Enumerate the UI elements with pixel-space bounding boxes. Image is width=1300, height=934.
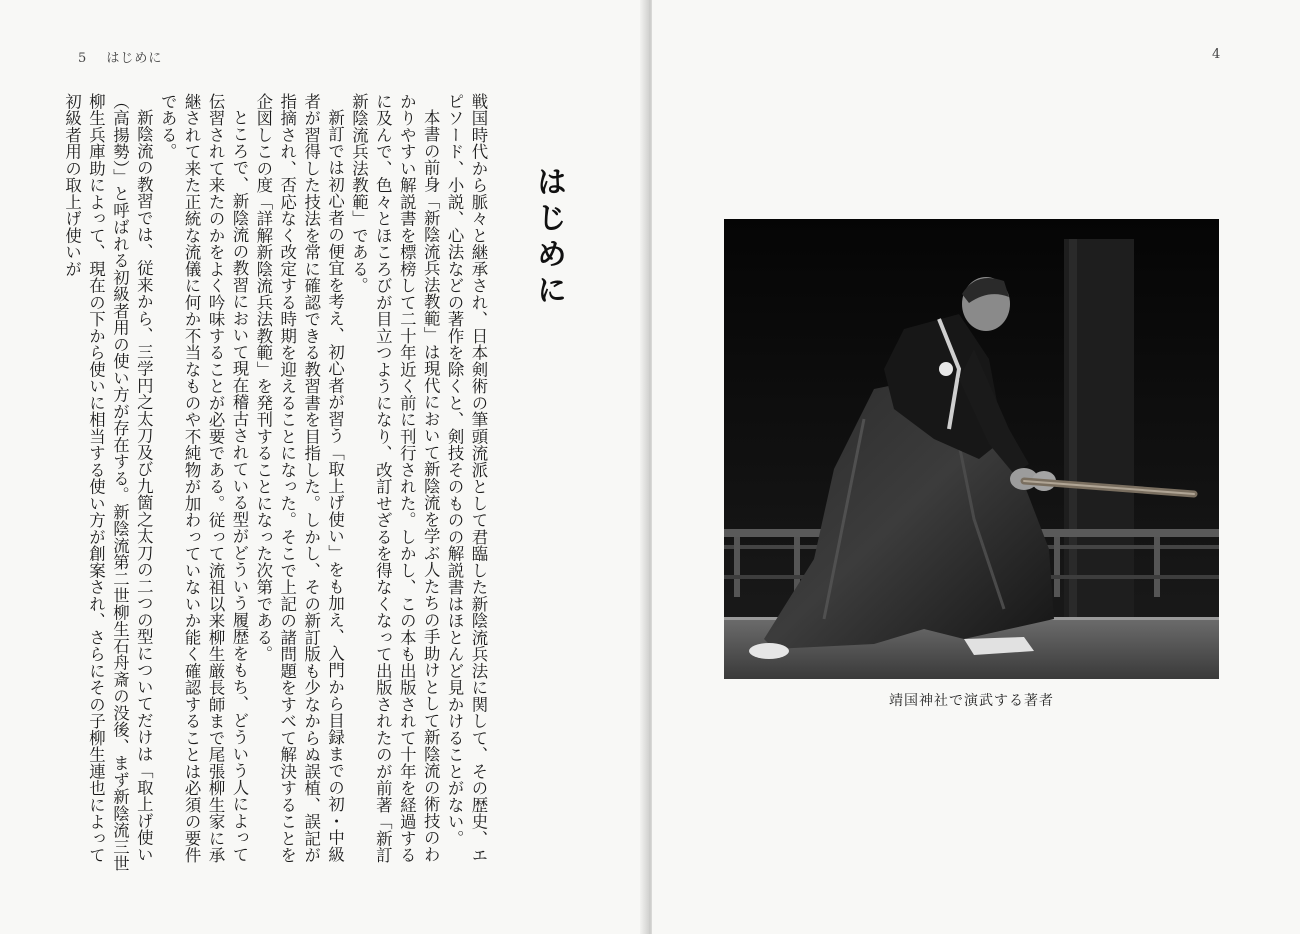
page-number-left: 5 bbox=[78, 51, 88, 66]
chapter-title: はじめに bbox=[531, 166, 566, 310]
right-page bbox=[652, 0, 1300, 934]
page-number-right: 4 bbox=[1212, 47, 1221, 62]
paragraph: 新陰流の教習では、従来から、三学円之太刀及び九箇之太刀の二つの型についてだけは「取上げ使い（高揚勢）」と呼ばれる初級者用の使い方が存在する。新陰流第二世柳生石舟斎の没後、まず新陰流三世柳生兵庫助によって、現在の下から使いに相当する使い方が創案され、さらにその子柳生連也によって初級者用の取上げ使いが bbox=[62, 93, 154, 873]
body-text bbox=[62, 93, 490, 873]
paragraph: 新訂では初心者の便宜を考え、初心者が習う「取上げ使い」をも加え、入門から目録までの初・中級者が習得した技法を常に確認できる教習書を目指した。しかし、その新訂版も少なからぬ誤植、誤記が指摘され、否応なく改定する時期を迎えることになった。そこで上記の諸問題をすべて解決することを企図しこの度「詳解新陰流兵法教範」を発刊することになった次第である。 bbox=[253, 93, 345, 864]
paragraph: ところで、新陰流の教習において現在稽古されている型がどういう履歴をもち、どういう人によって伝習されて来たのかをよく吟味することが必要である。従って流祖以来柳生厳長師まで尾張柳生家に承継されて来た正統な流儀に何か不当なものや不純物が加わっていないか能く確認することは必須の要件である。 bbox=[158, 93, 249, 864]
paragraph: 戦国時代から脈々と継承され、日本剣術の筆頭流派として君臨した新陰流兵法に関して、その歴史、エピソード、小説、心法などの著作を除くと、剣技そのものの解説書はほとんど見かけることがない。 bbox=[445, 93, 488, 864]
running-header-left bbox=[78, 47, 162, 66]
running-head: はじめに bbox=[106, 51, 163, 66]
author-demonstration-photo bbox=[724, 219, 1219, 679]
paragraph: 本書の前身「新陰流兵法教範」は現代において新陰流を学ぶ人たちの手助けとして新陰流の術技のわかりやすい解説書を標榜して二十年近く前に刊行された。しかし、この本も出版されて十年を経過するに及んで、色々とほころびが目立つようになり、改訂せざるを得なくなって出版されたのが前著「新訂新陰流兵法教範」である。 bbox=[349, 93, 441, 864]
photo-caption: 靖国神社で演武する著者 bbox=[889, 693, 1054, 709]
photo-illustration bbox=[724, 219, 1219, 679]
left-page bbox=[0, 0, 648, 934]
